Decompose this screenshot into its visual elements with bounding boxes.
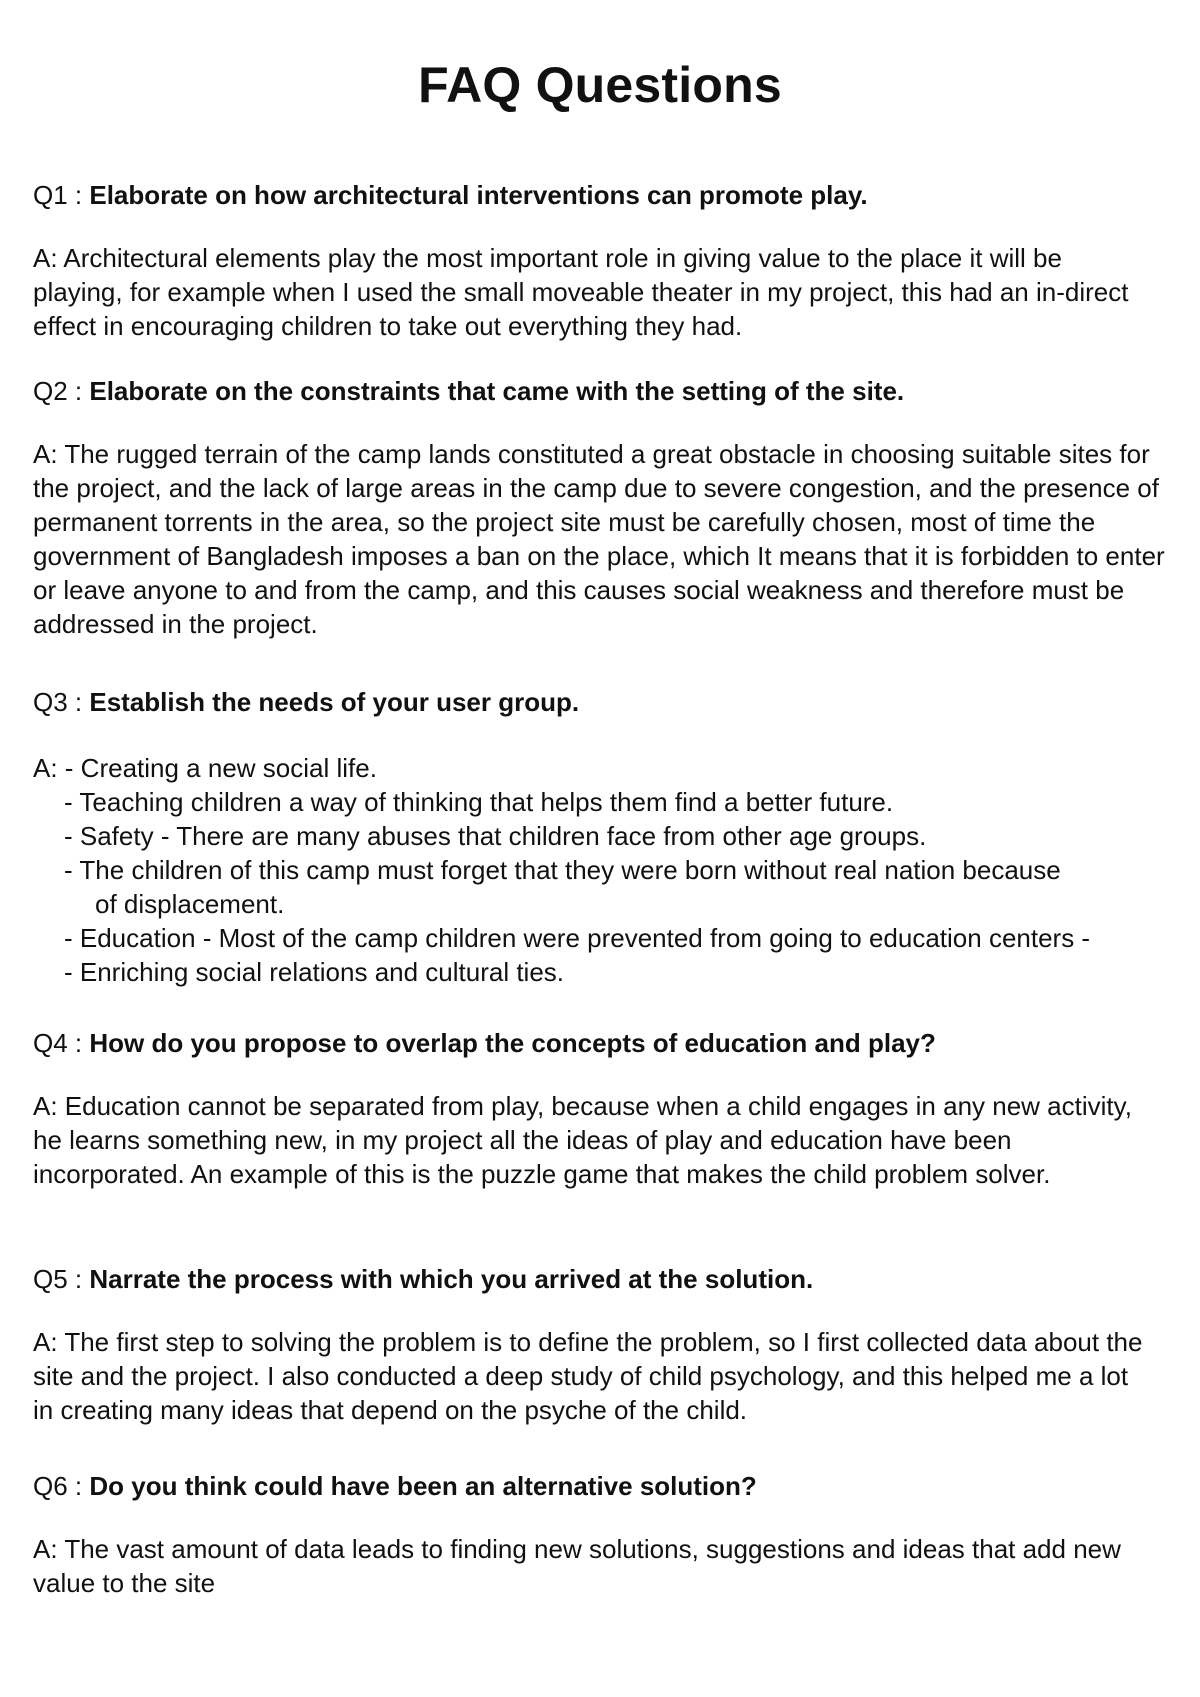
- faq-question-2: [33, 376, 1173, 406]
- faq-answer-6: A: The vast amount of data leads to finding new solutions, suggestions and ideas that add new value to the site: [33, 1534, 1121, 1598]
- answer-line: A: - Creating a new social life.: [33, 753, 377, 783]
- faq-item-1: [33, 180, 1163, 343]
- question-text: How do you propose to overlap the concepts of education and play?: [89, 1028, 936, 1058]
- faq-answer-5: A: The first step to solving the problem is to define the problem, so I first collected data about the site and the project. I also conducted a deep study of child psychology, and this helped me a lot in creating many ideas that depend on the psyche of the child.: [33, 1327, 1143, 1425]
- page-title: FAQ Questions: [418, 57, 782, 113]
- faq-answer-4: A: Education cannot be separated from play, because when a child engages in any new activity, he learns something new, in my project all the ideas of play and education have been incorporated. An example of this is the puzzle game that makes the child problem solver.: [33, 1091, 1132, 1189]
- faq-item-3: [33, 687, 1193, 989]
- answer-line: - Safety - There are many abuses that children face from other age groups.: [64, 821, 927, 851]
- faq-question-6: [33, 1471, 1173, 1501]
- question-text: Elaborate on how architectural interventions can promote play.: [89, 180, 868, 210]
- faq-question-4: [33, 1028, 1153, 1058]
- faq-item-2: [33, 376, 1173, 641]
- question-number: Q1 :: [33, 180, 90, 210]
- faq-item-4: [33, 1028, 1153, 1191]
- question-text: Establish the needs of your user group.: [89, 687, 580, 717]
- faq-item-6: [33, 1471, 1173, 1600]
- question-number: Q3 :: [33, 687, 90, 717]
- answer-line: - Enriching social relations and cultural ties.: [64, 957, 565, 987]
- answer-line: - Education - Most of the camp children were prevented from going to education centers -: [64, 923, 1091, 953]
- answer-line: of displacement.: [95, 889, 285, 919]
- faq-question-1: [33, 180, 1163, 210]
- question-number: Q6 :: [33, 1471, 90, 1501]
- faq-answer-2: A: The rugged terrain of the camp lands constituted a great obstacle in choosing suitable sites for the project, and the lack of large areas in the camp due to severe congestion, and the presence of permanent torrents in the area, so the project site must be carefully chosen, most of time the government of Bangladesh imposes a ban on the place, which It means that it is forbidden to enter or leave anyone to and from the camp, and this causes social weakness and therefore must be addressed in the project.: [33, 439, 1165, 639]
- question-number: Q2 :: [33, 376, 90, 406]
- faq-item-5: [33, 1264, 1153, 1427]
- faq-answer-3: [33, 751, 1193, 989]
- faq-question-3: [33, 687, 1193, 717]
- answer-line: - The children of this camp must forget that they were born without real nation because: [64, 855, 1061, 885]
- question-number: Q5 :: [33, 1264, 90, 1294]
- faq-answer-1: A: Architectural elements play the most important role in giving value to the place it will be playing, for example when I used the small moveable theater in my project, this had an in-direct effect in encouraging children to take out everything they had.: [33, 243, 1129, 341]
- question-text: Elaborate on the constraints that came with the setting of the site.: [89, 376, 905, 406]
- faq-question-5: [33, 1264, 1153, 1294]
- answer-line: - Teaching children a way of thinking that helps them find a better future.: [64, 787, 894, 817]
- question-text: Narrate the process with which you arrived at the solution.: [89, 1264, 814, 1294]
- question-number: Q4 :: [33, 1028, 90, 1058]
- question-text: Do you think could have been an alternative solution?: [89, 1471, 757, 1501]
